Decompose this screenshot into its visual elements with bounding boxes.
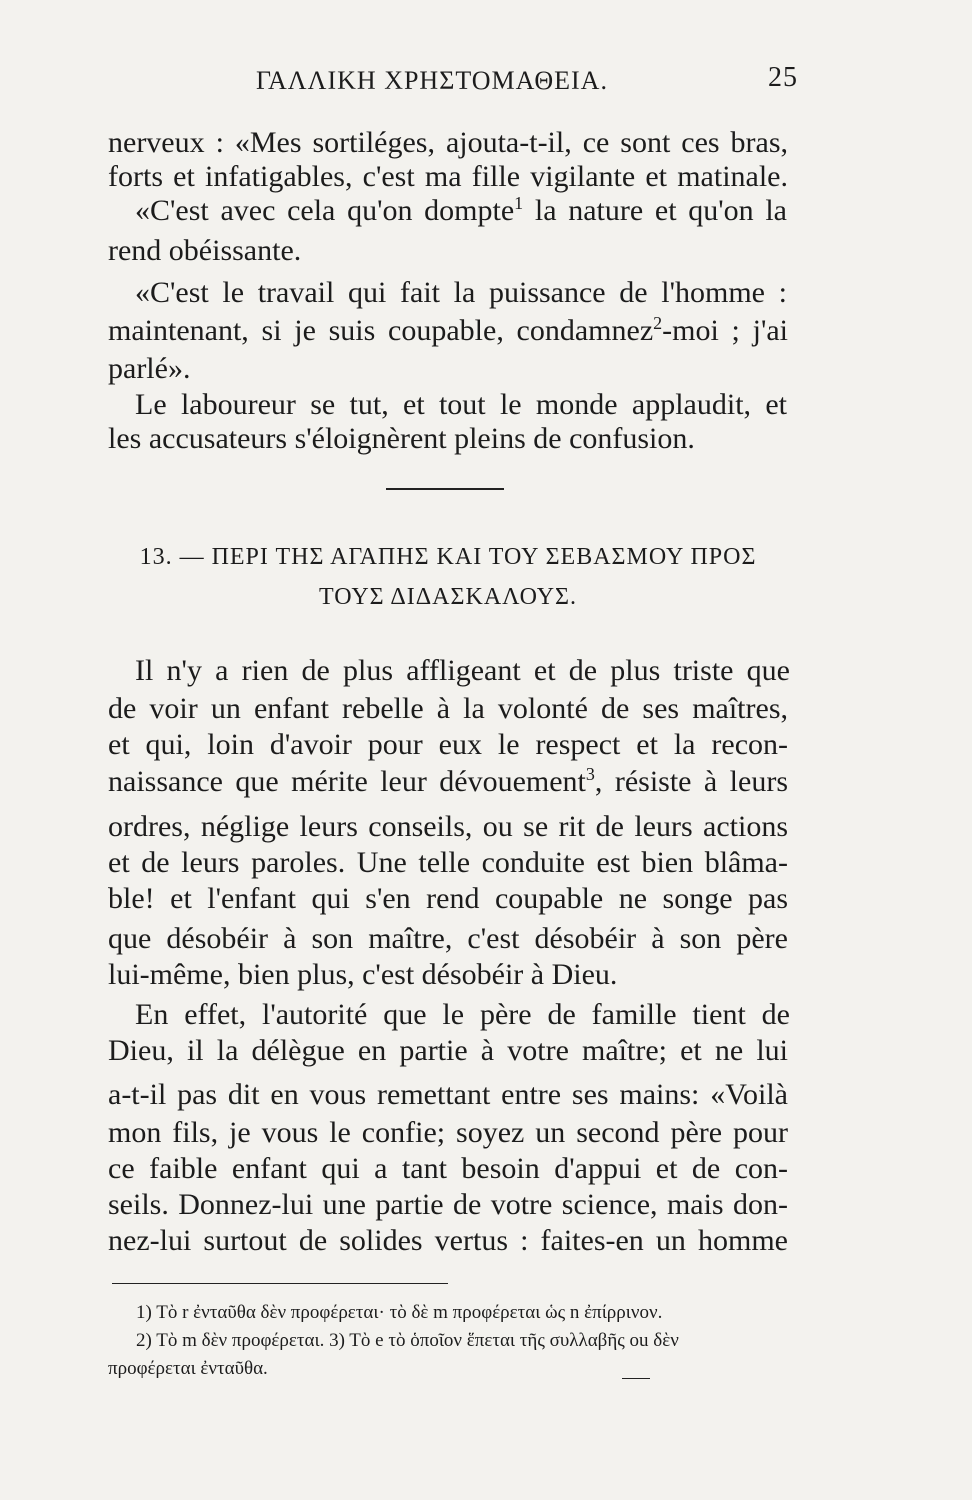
section-heading: ΤΟΥΣ ΔΙΔΑΣΚΑΛΟΥΣ. (318, 584, 578, 610)
footnote-ref: 1 (514, 193, 524, 213)
text-line: de voir un enfant rebelle à la volonté de ses maîtres, (108, 692, 788, 725)
footnote: 1) Τὸ r ἐνταῦθα δὲν προφέρεται· τὸ δὲ m προφέρεται ὡς n ἐπίρρινον. (136, 1302, 663, 1323)
text-line: Il n'y a rien de plus affligeant et de plus triste que (135, 654, 790, 687)
text-line: a-t-il pas dit en vous remettant entre ses mains: «Voilà (108, 1078, 788, 1111)
text-line: et de leurs paroles. Une telle conduite est bien blâma- (108, 846, 788, 879)
footnote: προφέρεται ἐνταῦθα. (108, 1358, 268, 1379)
page-number: 25 (768, 62, 798, 93)
text-fragment: la nature et qu'on la (523, 194, 787, 227)
footnote-ref: 3 (585, 764, 595, 784)
text-fragment: naissance que mérite leur dévouement (108, 765, 586, 798)
text-fragment: -moi ; j'ai (662, 314, 788, 347)
text-line: rend obéissante. (108, 234, 302, 267)
text-line: seils. Donnez-lui une partie de votre science, mais don- (108, 1188, 788, 1221)
footnote-rule (112, 1283, 448, 1284)
section-divider (386, 488, 504, 490)
text-line: nez-lui surtout de solides vertus : faites-en un homme (108, 1224, 788, 1257)
running-header (108, 62, 798, 102)
text-line: ble! et l'enfant qui s'en rend coupable ne songe pas (108, 882, 788, 915)
text-line (135, 194, 787, 228)
footnote-ref: 2 (653, 313, 663, 333)
text-line: forts et infatigables, c'est ma fille vigilante et matinale. (108, 160, 788, 193)
text-line: les accusateurs s'éloignèrent pleins de confusion. (108, 422, 695, 455)
text-line: mon fils, je vous le confie; soyez un second père pour (108, 1116, 788, 1149)
text-fragment: «C'est avec cela qu'on dompte (135, 194, 515, 227)
text-fragment: , résiste à leurs (594, 765, 788, 798)
text-line: Dieu, il la délègue en partie à votre maître; et ne lui (108, 1034, 788, 1067)
text-fragment: maintenant, si je suis coupable, condamnez (108, 314, 654, 347)
text-line: lui-même, bien plus, c'est désobéir à Dieu. (108, 958, 618, 991)
text-line: parlé». (108, 352, 191, 385)
text-line: que désobéir à son maître, c'est désobéir à son père (108, 922, 788, 955)
text-line: Le laboureur se tut, et tout le monde applaudit, et (135, 388, 787, 421)
text-line: ordres, néglige leurs conseils, ou se rit de leurs actions (108, 810, 788, 843)
text-line (108, 314, 788, 348)
text-line: «C'est le travail qui fait la puissance de l'homme : (135, 276, 787, 309)
text-line: nerveux : «Mes sortiléges, ajouta-t-il, ce sont ces bras, (108, 126, 788, 159)
running-title: ΓΑΛΛΙΚΗ ΧΡΗΣΤΟΜΑΘΕΙΑ. (256, 66, 608, 95)
section-heading: 13. — ΠΕΡΙ ΤΗΣ ΑΓΑΠΗΣ ΚΑΙ ΤΟΥ ΣΕΒΑΣΜΟΥ ΠΡΟΣ (139, 544, 757, 570)
text-line (108, 765, 788, 799)
text-line: ce faible enfant qui a tant besoin d'appui et de con- (108, 1152, 788, 1185)
footnote: 2) Τὸ m δὲν προφέρεται. 3) Τὸ e τὸ ὁποῖον ἕπεται τῆς συλλαβῆς ou δὲν (136, 1330, 679, 1351)
text-line: En effet, l'autorité que le père de famille tient de (135, 998, 790, 1031)
text-line: et qui, loin d'avoir pour eux le respect et la recon- (108, 728, 788, 761)
page-mark (622, 1378, 650, 1379)
